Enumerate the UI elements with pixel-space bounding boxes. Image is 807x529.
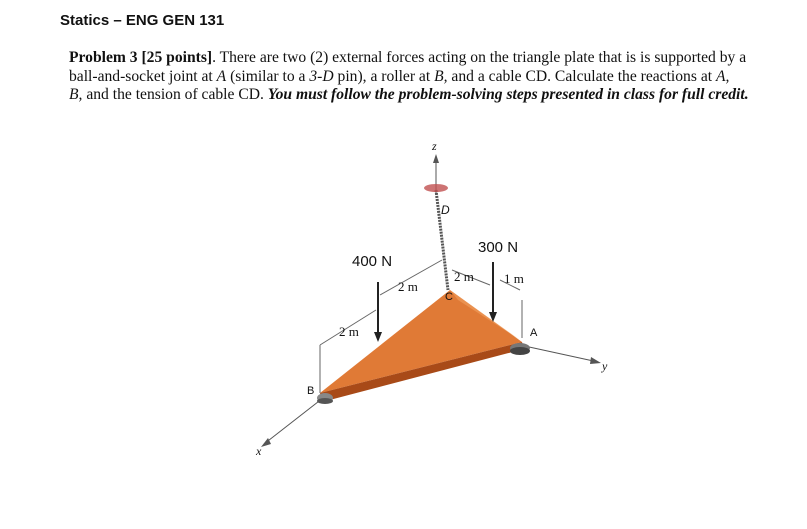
course-header: Statics – ENG GEN 131 bbox=[60, 12, 225, 29]
y-axis-label: y bbox=[602, 359, 608, 373]
force-400-arrowhead bbox=[374, 332, 382, 342]
point-a-label: A bbox=[530, 327, 538, 339]
point-a-ref: A bbox=[216, 67, 227, 85]
point-b-label: B bbox=[307, 385, 315, 397]
cable-mount-d bbox=[424, 184, 448, 192]
point-a-ref-2: A, bbox=[715, 67, 730, 85]
point-b-ref-2: B, bbox=[69, 86, 83, 103]
dim-1m-label: 1 m bbox=[504, 271, 524, 286]
dim-2m-left-label: 2 m bbox=[339, 324, 359, 339]
roller-b-base bbox=[317, 398, 333, 404]
dim-2m-right-label: 2 m bbox=[454, 269, 474, 284]
y-axis-arrowhead bbox=[590, 357, 601, 364]
triangle-plate bbox=[320, 290, 522, 393]
instruction-text: You must follow the problem-solving steps presented in class for full credit. bbox=[267, 86, 749, 103]
problem-text-1: . There are two (2) external forces acting on the triangle plate that is is supported by a ball-and-socket joint at bbox=[69, 49, 747, 85]
problem-text-4: and a cable CD. Calculate the reactions at bbox=[447, 67, 716, 85]
dim-2m-mid-label: 2 m bbox=[398, 279, 418, 294]
problem-text-2: (similar to a bbox=[226, 67, 310, 85]
z-axis-label: z bbox=[432, 139, 437, 153]
pin-3d-ref: 3-D bbox=[309, 67, 334, 85]
z-axis-arrowhead bbox=[433, 154, 439, 163]
force-400-label: 400 N bbox=[352, 253, 393, 270]
problem-text-3: pin), a roller at bbox=[333, 67, 435, 85]
x-axis-label: x bbox=[256, 444, 262, 458]
problem-number: Problem 3 [25 points] bbox=[69, 49, 213, 66]
point-c-label: C bbox=[445, 291, 453, 303]
x-axis-line bbox=[264, 398, 323, 444]
ball-socket-a-base bbox=[510, 347, 530, 355]
force-300-label: 300 N bbox=[478, 239, 519, 256]
y-axis-line bbox=[520, 345, 598, 362]
point-d-label: D bbox=[441, 203, 450, 217]
problem-text-5: and the tension of cable CD. bbox=[82, 86, 268, 103]
point-b-ref: B, bbox=[434, 67, 448, 85]
